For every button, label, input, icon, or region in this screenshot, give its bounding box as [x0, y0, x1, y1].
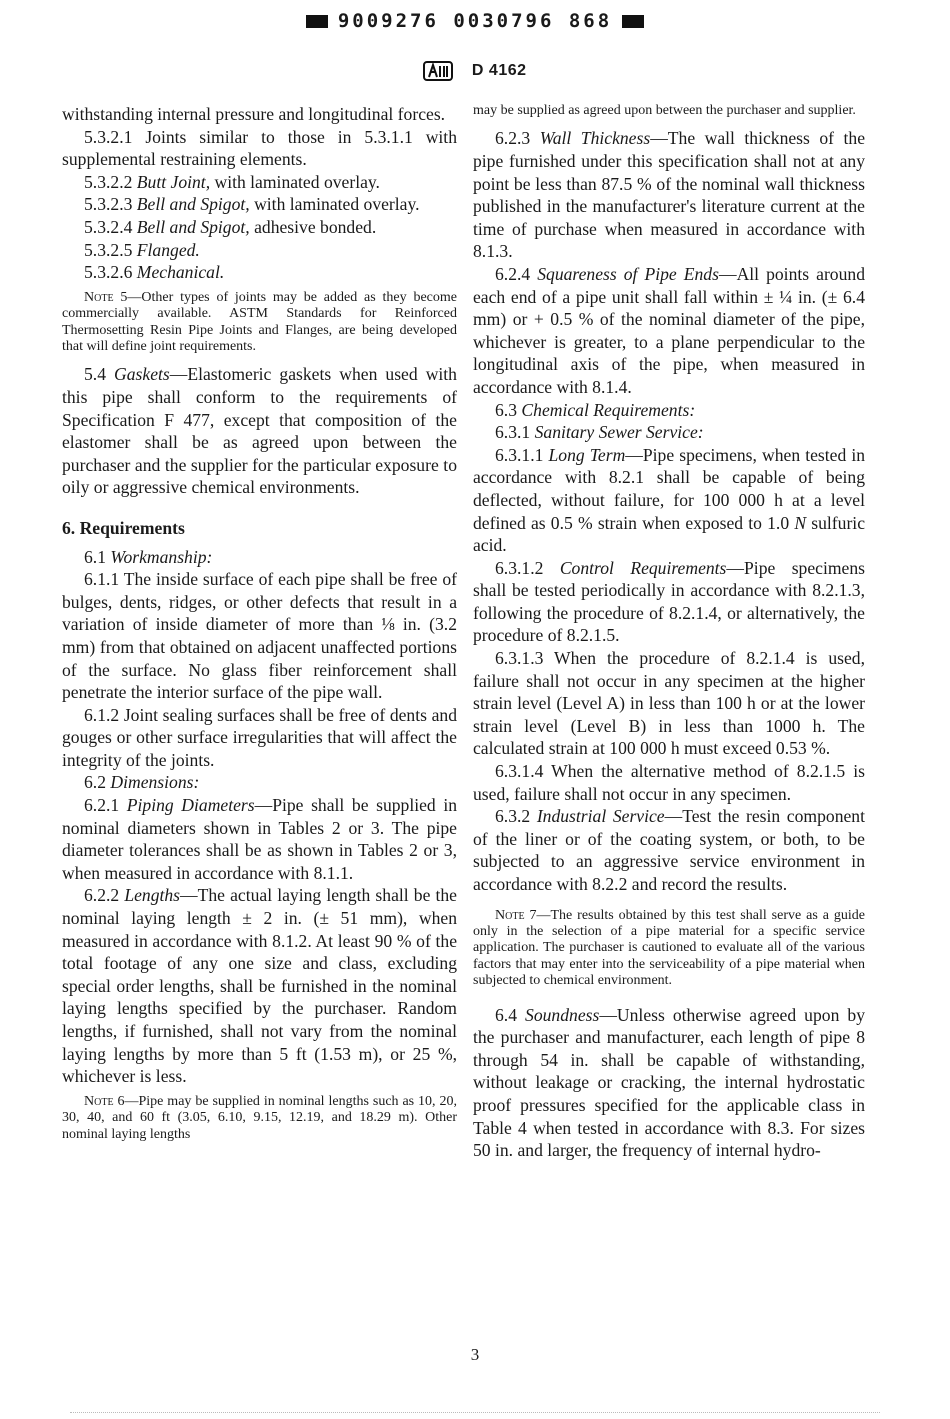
clause-text: with laminated overlay.: [210, 171, 380, 192]
note-6-continued: may be supplied as agreed upon between the purchaser and supplier.: [473, 103, 856, 118]
clause-title: Dimensions:: [110, 772, 200, 793]
paragraph: 5.3.2.1 Joints similar to those in 5.3.1.1 with supplemental restraining elements.: [62, 126, 457, 170]
document-number: D 4162: [471, 62, 527, 79]
clause-title: Squareness of Pipe Ends: [537, 263, 719, 284]
scan-artifact-line: [70, 1406, 880, 1413]
note-6: [62, 1094, 457, 1143]
clause-number: 5.3.2.5: [84, 239, 133, 260]
barcode-block-left: [306, 15, 328, 28]
note-label: Note 5: [84, 289, 128, 305]
paragraph: [473, 805, 865, 895]
clause-title: Chemical Requirements:: [521, 399, 696, 420]
paragraph: [473, 1004, 865, 1162]
clause-number: 6.3.1: [495, 422, 531, 443]
note-text: —Pipe may be supplied in nominal lengths such as 10, 20, 30, 40, and 60 ft (3.05, 6.10, 9.15, 12.19, and 18.29 m). Other nominal laying lengths: [62, 1093, 457, 1142]
clause-title: Piping Diameters: [126, 795, 255, 816]
clause-title: Mechanical.: [136, 262, 225, 283]
note-label: Note 7: [495, 907, 537, 923]
page-number: 3: [470, 1345, 480, 1364]
clause-title: Wall Thickness: [539, 128, 651, 149]
section-heading: 6. Requirements: [62, 517, 185, 538]
paragraph: [473, 444, 865, 557]
clause-text: adhesive bonded.: [249, 216, 377, 237]
clause-title: Bell and Spigot,: [136, 194, 250, 215]
clause-number: 6.1: [84, 546, 106, 567]
paragraph: [62, 239, 457, 262]
clause-number: 6.4: [495, 1004, 517, 1025]
clause-number: 5.3.2.4: [84, 216, 133, 237]
clause-title: Workmanship:: [110, 546, 213, 567]
clause-number: 6.2.4: [495, 263, 531, 284]
paragraph: [62, 216, 457, 239]
paragraph: [62, 261, 457, 284]
paragraph: [473, 421, 865, 444]
note-label: Note 6: [84, 1093, 125, 1109]
paragraph: [473, 557, 865, 647]
paragraph: [62, 363, 457, 499]
clause-text: —Pipe specimens, when tested in accordance with 8.2.1 shall be capable of being deflected, without failure, for 100 000 h at a level defined as 0.5 % strain when exposed to 1.0: [473, 444, 866, 533]
clause-title: Sanitary Sewer Service:: [534, 422, 704, 443]
clause-number: 6.2: [84, 772, 106, 793]
clause-text: —Unless otherwise agreed upon by the purchaser and manufacturer, each length of pipe 8 through 54 in. shall be capable of withstanding, without leakage or cracking, the internal hydrostatic proof pressures specified for the applicable class in Table 4 when tested in accordance with 8.3. For sizes 50 in. and larger, the frequency of internal hydro-: [473, 1004, 865, 1161]
clause-text: sulfuric acid.: [473, 512, 865, 556]
page-header: [0, 60, 950, 82]
clause-title: Butt Joint,: [136, 171, 211, 192]
paragraph: 6.1.2 Joint sealing surfaces shall be free of dents and gouges or other surface irregularities that will affect the integrity of the joints.: [62, 704, 457, 770]
clause-title: Long Term: [548, 444, 626, 465]
clause-title: Lengths: [124, 885, 181, 906]
clause-number: 6.2.3: [495, 128, 531, 149]
clause-number: 6.2.2: [84, 885, 120, 906]
clause-number: 6.2.1: [84, 795, 120, 816]
note-7: [473, 908, 865, 990]
paragraph: [62, 884, 457, 1087]
clause-number: 5.3.2.2: [84, 171, 133, 192]
clause-title: Soundness: [525, 1004, 600, 1025]
clause-text: —Elastomeric gaskets when used with this pipe shall conform to the requirements of Specification F 477, except that composition of the elastomer shall be as agreed upon between the purchaser and the supplier for the particular exposure to oily or aggressive chemical environments.: [62, 364, 457, 498]
clause-text: —Pipe shall be supplied in nominal diameters shown in Tables 2 or 3. The pipe diameter tolerances shall be as shown in Tables 2 or 3, when measured in accordance with 8.1.1.: [62, 795, 458, 883]
paragraph: [473, 127, 865, 263]
clause-title: Control Requirements: [559, 557, 727, 578]
normality-symbol: N: [794, 512, 807, 533]
clause-number: 6.3.2: [495, 806, 531, 827]
clause-text: —All points around each end of a pipe unit shall fall within ± ¼ in. (± 6.4 mm) or + 0.5 % of the nominal diameter of the pipe, whichever is greater, to a plane perpendicular to the longitudinal axis of the pipe, when measured in accordance with 8.1.4.: [473, 263, 865, 397]
paragraph: [62, 771, 457, 794]
barcode-line: [0, 10, 950, 32]
paragraph: [62, 794, 457, 884]
clause-text: —Test the resin component of the liner or of the coating system, or both, to be subjected to an aggressive service environment in accordance with 8.2.2 and record the results.: [473, 806, 865, 894]
clause-number: 5.3.2.3: [84, 194, 133, 215]
clause-number: 6.3.1.2: [495, 557, 544, 578]
right-column: [473, 103, 865, 1162]
paragraph: [62, 546, 457, 569]
barcode-text: 9009276 0030796 868: [337, 10, 613, 32]
clause-number: 5.3.2.6: [84, 262, 133, 283]
clause-text: —The actual laying length shall be the nominal laying length ± 2 in. (± 51 mm), when measured in accordance with 8.1.2. At least 90 % of the total footage of any one size and class, excluding special order lengths, shall be furnished in the nominal laying lengths specified by the purchaser. Random lengths, if furnished, shall not vary from the nominal laying lengths by more than 5 ft (1.53 m), or 25 %, whichever is less.: [62, 885, 457, 1087]
note-text: —Other types of joints may be added as they become commercially available. ASTM Standards for Reinforced Thermosetting Resin Pipe Joints and Flanges, are being developed that will define joint requirements.: [62, 289, 457, 354]
clause-text: —Pipe specimens shall be tested periodically in accordance with 8.2.1.3, following the procedure of 8.2.1.4, or alternatively, the procedure of 8.2.1.5.: [473, 557, 865, 646]
paragraph: 6.3.1.4 When the alternative method of 8.2.1.5 is used, failure shall not occur in any specimen.: [473, 761, 865, 804]
note-5: [62, 290, 457, 356]
note-text: —The results obtained by this test shall serve as a guide only in the selection of a pipe material for a specific service application. The purchaser is cautioned to evaluate all of the various factors that may enter into the serviceability of a pipe material when subjected to chemical environment.: [473, 907, 865, 989]
barcode-block-right: [622, 15, 644, 28]
clause-title: Gaskets: [114, 364, 170, 385]
astm-logo-icon: [423, 60, 453, 82]
paragraph: [62, 171, 457, 194]
paragraph: 6.1.1 The inside surface of each pipe shall be free of bulges, dents, ridges, or other defects that result in a variation of inside diameter of more than ⅛ in. (3.2 mm) from that obtained on adjacent unaffected portions of the surface. No glass fiber reinforcement shall penetrate the interior surface of the pipe wall.: [62, 569, 457, 703]
clause-number: 6.3.1.1: [495, 444, 544, 465]
clause-number: 5.4: [84, 364, 106, 385]
paragraph: [62, 193, 457, 216]
clause-number: 6.3: [495, 399, 517, 420]
clause-title: Bell and Spigot,: [136, 216, 250, 237]
clause-text: —The wall thickness of the pipe furnished under this specification shall not at any point be less than 87.5 % of the nominal wall thickness published in the manufacturer's literature current at the time of purchase when measured in accordance with 8.1.3.: [473, 128, 866, 262]
paragraph: withstanding internal pressure and longitudinal forces.: [62, 104, 446, 124]
clause-text: with laminated overlay.: [249, 194, 420, 215]
paragraph: 6.3.1.3 When the procedure of 8.2.1.4 is used, failure shall not occur in any specimen at the higher strain level (Level A) in less than 100 h or at the lower strain level (Level B) in less than 1000 h. The calculated strain at 100 000 h must exceed 0.53 %.: [473, 648, 865, 759]
clause-title: Flanged.: [136, 239, 200, 260]
paragraph: [473, 399, 865, 422]
left-column: [62, 103, 457, 1151]
clause-title: Industrial Service: [536, 806, 665, 827]
paragraph: [473, 263, 865, 399]
